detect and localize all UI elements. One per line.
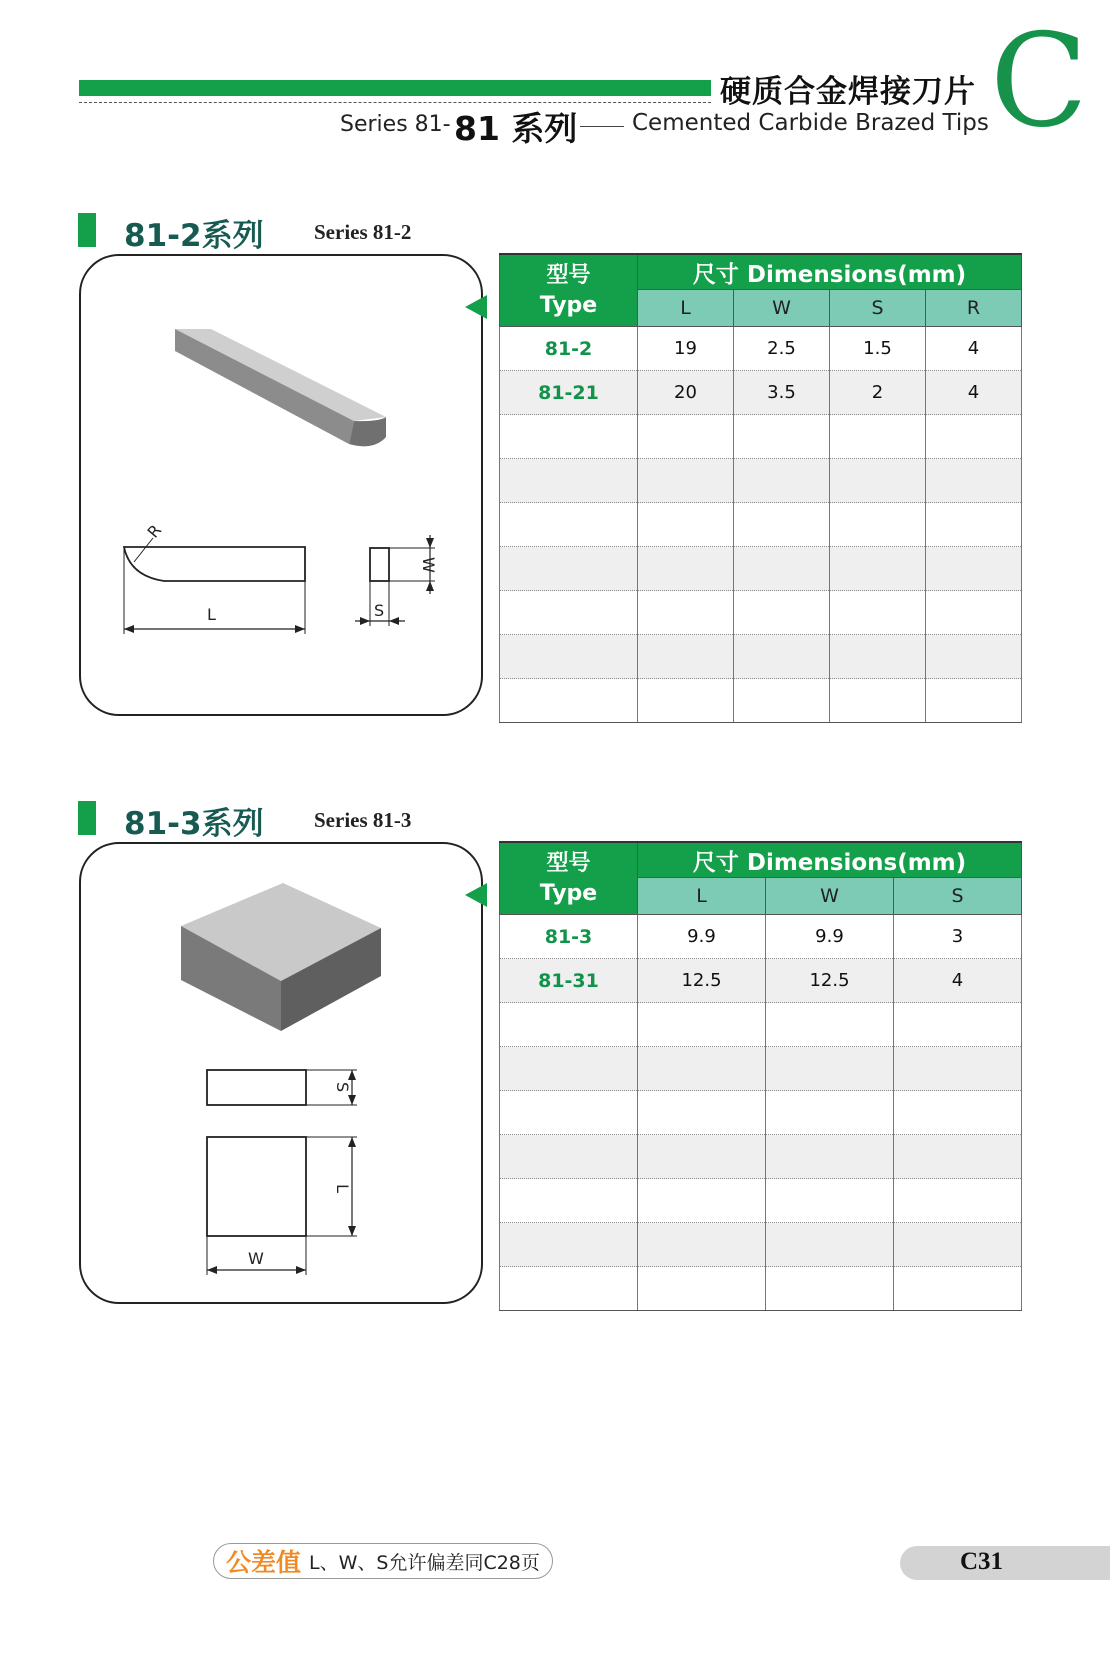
column-header: W (734, 290, 830, 327)
value-cell: 4 (894, 959, 1022, 1003)
type-header-en: Type (539, 292, 598, 318)
header-green-bar (79, 80, 711, 96)
arrow-icon (348, 1137, 356, 1147)
page-number: C31 (960, 1548, 1004, 1575)
arrow-icon (360, 617, 370, 625)
section-title-cn: 81-2系列 (124, 218, 264, 254)
arrow-icon (295, 625, 305, 633)
section-title-en: Series 81-2 (314, 220, 412, 244)
dimensions-header: 尺寸 Dimensions(mm) (638, 254, 1022, 290)
dim-label-s: S (333, 1082, 352, 1093)
empty-row (500, 459, 1022, 503)
table-row (500, 371, 1022, 415)
value-cell: 1.5 (830, 327, 926, 371)
empty-row (500, 679, 1022, 723)
value-cell: 9.9 (638, 915, 766, 959)
column-header: R (926, 290, 1022, 327)
section-title-en: Series 81-3 (314, 808, 412, 832)
arrow-icon (426, 538, 434, 548)
value-cell: 4 (926, 371, 1022, 415)
column-header: S (830, 290, 926, 327)
value-cell: 12.5 (638, 959, 766, 1003)
value-cell: 20 (638, 371, 734, 415)
empty-row (500, 415, 1022, 459)
tolerance-note (213, 1543, 553, 1579)
spec-table-81-2 (499, 253, 1022, 723)
empty-row (500, 1179, 1022, 1223)
type-cell: 81-3 (500, 915, 638, 959)
thickness-view-outline (207, 1070, 306, 1105)
column-header: L (638, 878, 766, 915)
arrow-icon (207, 1266, 217, 1274)
arrow-icon (348, 1095, 356, 1105)
header-title-en: Cemented Carbide Brazed Tips (632, 110, 989, 136)
dim-label-l: L (207, 605, 216, 624)
type-header (500, 842, 638, 915)
empty-row (500, 547, 1022, 591)
table-row (500, 327, 1022, 371)
empty-row (500, 1091, 1022, 1135)
header-em-dash (580, 126, 624, 127)
empty-row (500, 503, 1022, 547)
arrow-icon (296, 1266, 306, 1274)
table-pointer-icon (465, 883, 487, 907)
empty-row (500, 1135, 1022, 1179)
dim-label-w: W (419, 557, 438, 573)
value-cell: 3 (894, 915, 1022, 959)
tip-long-side (175, 329, 354, 444)
table-row (500, 959, 1022, 1003)
header-series-prefix: Series 81- (340, 112, 451, 137)
section-marker (78, 213, 96, 247)
tip-end-face (349, 417, 386, 446)
drawing-panel-81-2 (79, 254, 483, 716)
value-cell: 19 (638, 327, 734, 371)
dim-label-l: L (333, 1184, 352, 1193)
value-cell: 4 (926, 327, 1022, 371)
dim-line-r (134, 538, 153, 562)
tip-81-2-drawing (79, 254, 483, 716)
dim-label-r: R (143, 520, 166, 542)
type-cell: 81-21 (500, 371, 638, 415)
column-header: W (766, 878, 894, 915)
header-dashed-rule (79, 102, 711, 103)
value-cell: 12.5 (766, 959, 894, 1003)
tolerance-text: L、W、S允许偏差同C28页 (309, 1551, 540, 1574)
empty-row (500, 1223, 1022, 1267)
type-header (500, 254, 638, 327)
table-row (500, 915, 1022, 959)
spec-table-81-3 (499, 841, 1022, 1311)
chapter-letter-logo: C (990, 7, 1088, 156)
tip-81-3-drawing (79, 842, 483, 1304)
plan-view-outline (207, 1137, 306, 1236)
tolerance-heading: 公差值 (226, 1548, 302, 1577)
value-cell: 2 (830, 371, 926, 415)
empty-row (500, 635, 1022, 679)
arrow-icon (389, 617, 399, 625)
cross-section-outline (370, 548, 389, 581)
type-cell: 81-2 (500, 327, 638, 371)
value-cell: 9.9 (766, 915, 894, 959)
type-header-cn: 型号 (546, 850, 591, 876)
drawing-panel-81-3 (79, 842, 483, 1304)
column-header: L (638, 290, 734, 327)
arrow-icon (348, 1226, 356, 1236)
column-header: S (894, 878, 1022, 915)
empty-row (500, 591, 1022, 635)
arrow-icon (124, 625, 134, 633)
dim-label-s: S (374, 601, 385, 620)
arrow-icon (348, 1070, 356, 1080)
empty-row (500, 1003, 1022, 1047)
side-view-outline (124, 547, 305, 581)
dimensions-header: 尺寸 Dimensions(mm) (638, 842, 1022, 878)
value-cell: 2.5 (734, 327, 830, 371)
empty-row (500, 1047, 1022, 1091)
type-cell: 81-31 (500, 959, 638, 1003)
dim-label-w: W (248, 1249, 264, 1268)
header-series-cn: 81 系列 (454, 109, 578, 148)
table-pointer-icon (465, 295, 487, 319)
type-header-cn: 型号 (546, 262, 591, 288)
value-cell: 3.5 (734, 371, 830, 415)
section-title-cn: 81-3系列 (124, 806, 264, 842)
header-title-cn: 硬质合金焊接刀片 (720, 74, 976, 110)
type-header-en: Type (539, 880, 598, 906)
empty-row (500, 1267, 1022, 1311)
page-number-tab (900, 1546, 1110, 1580)
arrow-icon (426, 581, 434, 591)
section-marker (78, 801, 96, 835)
